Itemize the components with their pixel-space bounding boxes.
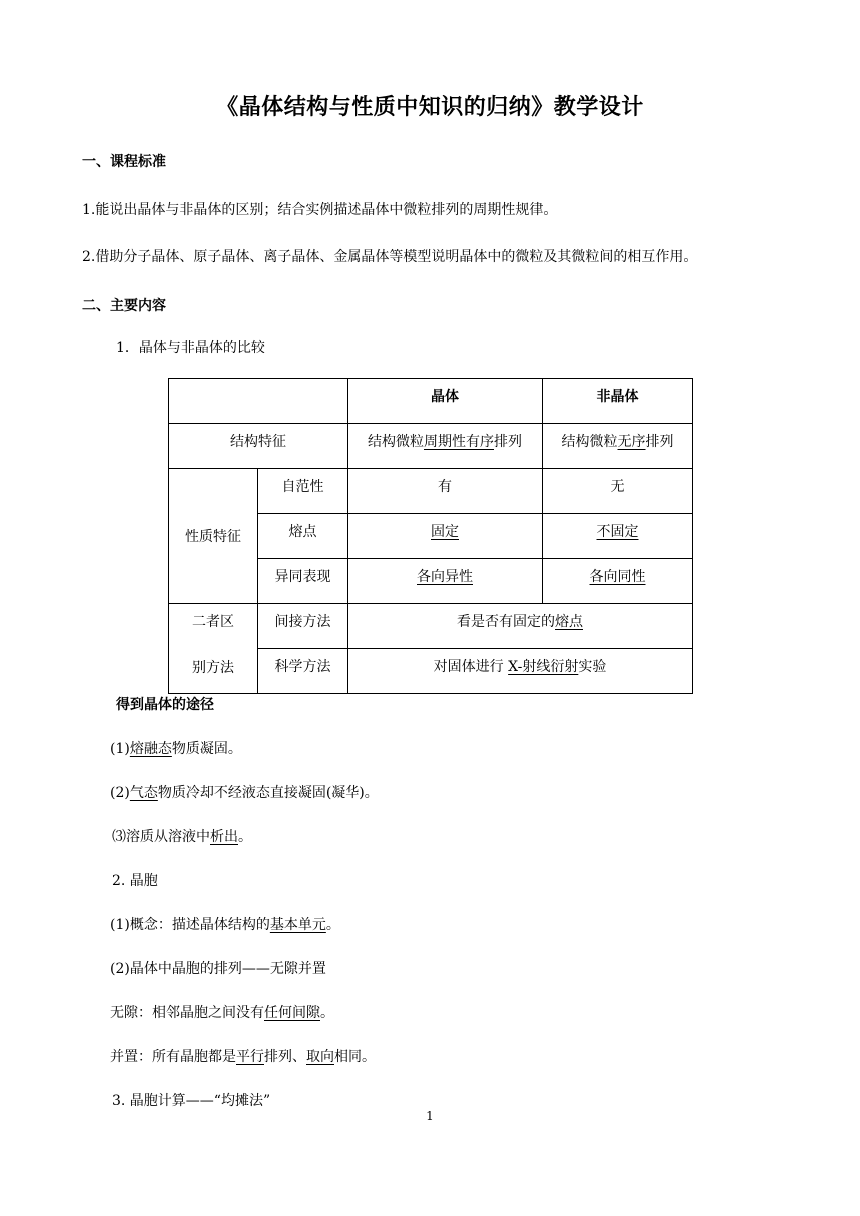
cell-science-method: 对固体进行 X-射线衍射实验 — [348, 649, 693, 694]
header-amorphous: 非晶体 — [543, 379, 693, 424]
row-label-structure: 结构特征 — [169, 424, 348, 469]
row-label: 熔点 — [258, 514, 348, 559]
no-gap-definition: 无隙：相邻晶胞之间没有任何间隙。 — [110, 1005, 334, 1021]
standard-item-1: 1.能说出晶体与非晶体的区别；结合实例描述晶体中微粒排列的周期性规律。 — [82, 202, 558, 218]
table-row — [169, 424, 693, 469]
group-label-property: 性质特征 — [169, 469, 258, 604]
row-label: 异同表现 — [258, 559, 348, 604]
table-row — [169, 604, 693, 649]
standard-item-2: 2.借助分子晶体、原子晶体、离子晶体、金属晶体等模型说明晶体中的微粒及其微粒间的相互作用。 — [82, 249, 698, 265]
cell-amorphous: 各向同性 — [543, 559, 693, 604]
comparison-table — [168, 378, 693, 694]
row-label: 科学方法 — [258, 649, 348, 694]
ways-heading: 得到晶体的途径 — [116, 697, 214, 713]
row-label: 间接方法 — [258, 604, 348, 649]
way-item-1: (1)熔融态物质凝固。 — [110, 741, 242, 757]
way-item-2: (2)气态物质冷却不经液态直接凝固(凝华)。 — [110, 785, 379, 801]
cell-crystal: 各向异性 — [348, 559, 543, 604]
table-header-row — [169, 379, 693, 424]
cell-arrangement: (2)晶体中晶胞的排列——无隙并置 — [110, 961, 326, 977]
subheading-1: 1．晶体与非晶体的比较 — [116, 340, 265, 356]
section1-heading: 一、课程标准 — [82, 154, 166, 170]
page-number: 1 — [426, 1109, 434, 1123]
cell-amorphous: 不固定 — [543, 514, 693, 559]
table-corner-cell — [169, 379, 348, 424]
juxtaposition-definition: 并置：所有晶胞都是平行排列、取向相同。 — [110, 1049, 376, 1065]
cell-structure-amorphous: 结构微粒无序排列 — [543, 424, 693, 469]
subheading-3: 3. 晶胞计算——“均摊法” — [112, 1093, 271, 1109]
cell-crystal: 固定 — [348, 514, 543, 559]
way-item-3: ⑶溶质从溶液中析出。 — [112, 829, 252, 845]
cell-crystal: 有 — [348, 469, 543, 514]
row-label: 自范性 — [258, 469, 348, 514]
cell-concept: (1)概念：描述晶体结构的基本单元。 — [110, 917, 340, 933]
cell-amorphous: 无 — [543, 469, 693, 514]
document-title: 《晶体结构与性质中知识的归纳》教学设计 — [216, 95, 644, 120]
table-row — [169, 469, 693, 514]
subheading-2: 2. 晶胞 — [112, 873, 158, 889]
cell-indirect-method: 看是否有固定的熔点 — [348, 604, 693, 649]
header-crystal: 晶体 — [348, 379, 543, 424]
group-label-difference: 二者区 别方法 — [169, 604, 258, 694]
cell-structure-crystal: 结构微粒周期性有序排列 — [348, 424, 543, 469]
section2-heading: 二、主要内容 — [82, 298, 166, 314]
